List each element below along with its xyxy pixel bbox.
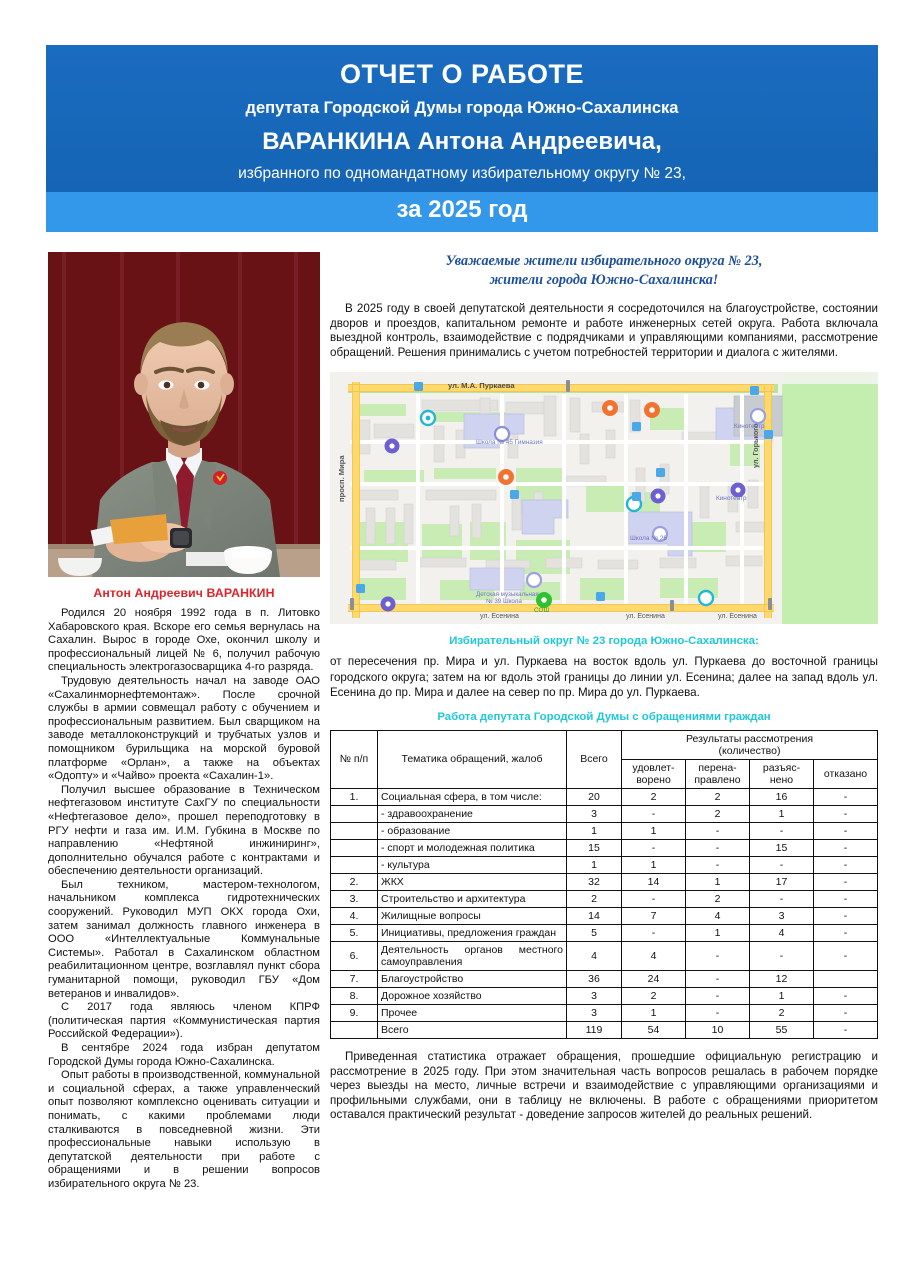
- cell-number: [331, 822, 378, 839]
- cell-redirected: 2: [686, 890, 750, 907]
- cell-number: 1.: [331, 788, 378, 805]
- biography-text: [48, 607, 320, 1192]
- cell-satisfied: 14: [622, 873, 686, 890]
- cell-number: 9.: [331, 1004, 378, 1021]
- th-explained-a: разъяс-: [762, 761, 801, 774]
- deputy-portrait-photo: [48, 252, 320, 577]
- banner-year: за 2025 год: [396, 196, 528, 224]
- greeting-block: [330, 252, 878, 290]
- cell-explained: 16: [750, 788, 814, 805]
- greeting-line-1: Уважаемые жители избирательного округа № 23,: [445, 253, 763, 269]
- th-satisfied: [622, 759, 686, 788]
- cell-explained: 15: [750, 839, 814, 856]
- bio-paragraph: Опыт работы в производственной, коммунальной и социальной сферах, а также управленческий опыт позволяют комплексно оценивать ситуации и понимать, с какими проблемами люди сталкиваются в повседневной жизни. Эти профессиональные навыки использую в депутатской деятельности при работе с обращениями и в решении вопросов избирательного округа № 23.: [48, 1069, 320, 1190]
- th-results-group: [622, 730, 878, 759]
- cell-redirected: -: [686, 839, 750, 856]
- cell-total: 3: [567, 1004, 622, 1021]
- cell-satisfied: 54: [622, 1021, 686, 1038]
- svg-text:№ 39 Школа: № 39 Школа: [486, 598, 522, 606]
- table-row: [331, 1004, 878, 1021]
- cell-total: 4: [567, 941, 622, 970]
- bio-paragraph: Получил высшее образование в Техническом нефтегазовом институте СахГУ по специальности «Нефтегазовое дело», прошел переподготовку в РГУ нефти и газа им. И.М. Губкина в Москве по направлению «Нефтяной инжиниринг», дополнительно обучался работе с контрактами и обеспечению деятельности организаций.: [48, 783, 320, 878]
- cell-number: 2.: [331, 873, 378, 890]
- cell-explained: 1: [750, 987, 814, 1004]
- cell-theme: - здравоохранение: [378, 805, 567, 822]
- cell-number: [331, 856, 378, 873]
- banner-title: ОТЧЕТ О РАБОТЕ: [339, 59, 584, 89]
- cell-refused: -: [814, 1021, 878, 1038]
- cell-total: 15: [567, 839, 622, 856]
- cell-total: 5: [567, 924, 622, 941]
- deputy-name-caption: Антон Андреевич ВАРАНКИН: [93, 586, 275, 600]
- cell-theme: Инициативы, предложения граждан: [378, 924, 567, 941]
- cell-refused: -: [814, 839, 878, 856]
- banner-subtitle-position: депутата Городской Думы города Южно-Сахалинска: [245, 99, 679, 118]
- cell-number: 3.: [331, 890, 378, 907]
- cell-theme: - образование: [378, 822, 567, 839]
- svg-text:Кинотеатр: Кинотеатр: [716, 495, 747, 503]
- cell-total: 1: [567, 856, 622, 873]
- table-row: [331, 822, 878, 839]
- greeting-line-2: жители города Южно-Сахалинска!: [489, 272, 719, 288]
- cell-redirected: -: [686, 987, 750, 1004]
- cell-total: 119: [567, 1021, 622, 1038]
- cell-refused: -: [814, 924, 878, 941]
- cell-total: 3: [567, 987, 622, 1004]
- cell-explained: -: [750, 822, 814, 839]
- cell-redirected: 2: [686, 805, 750, 822]
- cell-satisfied: 4: [622, 941, 686, 970]
- cell-total: 36: [567, 970, 622, 987]
- svg-text:Детская музыкальная: Детская музыкальная: [476, 591, 539, 599]
- cell-explained: -: [750, 856, 814, 873]
- svg-text:СОШ: СОШ: [534, 607, 550, 615]
- cell-theme: Прочее: [378, 1004, 567, 1021]
- bio-paragraph: Родился 20 ноября 1992 года в п. Литовко Хабаровского края. Вскоре его семья вернулась на Сахалин. Вырос в городе Охе, окончил школу и профессиональный лицей № 6, получил рабочую специальность электрогазосварщика 4-го разряда.: [48, 607, 320, 674]
- cell-explained: 2: [750, 1004, 814, 1021]
- th-redirected-a: перена-: [698, 761, 737, 774]
- cell-satisfied: 1: [622, 856, 686, 873]
- cell-total: 14: [567, 907, 622, 924]
- cell-total: 20: [567, 788, 622, 805]
- cell-number: [331, 805, 378, 822]
- cell-refused: -: [814, 907, 878, 924]
- bio-paragraph: В сентябре 2024 года избран депутатом Городской Думы города Южно-Сахалинска.: [48, 1042, 320, 1068]
- th-theme: Тематика обращений, жалоб: [378, 730, 567, 788]
- svg-text:ул. Горького: ул. Горького: [751, 423, 760, 469]
- cell-redirected: -: [686, 822, 750, 839]
- banner-district-line: избранного по одномандатному избирательному округу № 23,: [238, 164, 686, 182]
- th-redirected: [686, 759, 750, 788]
- svg-text:просп. Мира: просп. Мира: [337, 455, 346, 503]
- cell-number: 4.: [331, 907, 378, 924]
- cell-total: 2: [567, 890, 622, 907]
- cell-number: [331, 1021, 378, 1038]
- cell-satisfied: 24: [622, 970, 686, 987]
- cell-theme: Жилищные вопросы: [378, 907, 567, 924]
- table-row: [331, 970, 878, 987]
- district-description: от пересечения пр. Мира и ул. Пуркаева на восток вдоль ул. Пуркаева до восточной границы городского округа; затем на юг вдоль этой границы до линии ул. Есенина; далее на запад вдоль ул. Есенина до пр. Мира и далее на север по пр. Мира до ул. Пуркаева.: [330, 655, 878, 699]
- table-row: [331, 788, 878, 805]
- cell-explained: -: [750, 941, 814, 970]
- table-row: [331, 987, 878, 1004]
- cell-redirected: -: [686, 941, 750, 970]
- cell-explained: 1: [750, 805, 814, 822]
- cell-satisfied: 1: [622, 1004, 686, 1021]
- cell-satisfied: -: [622, 805, 686, 822]
- th-satisfied-b: ворено: [636, 773, 671, 786]
- cell-satisfied: -: [622, 890, 686, 907]
- cell-redirected: -: [686, 856, 750, 873]
- cell-number: [331, 839, 378, 856]
- table-row: [331, 839, 878, 856]
- appeals-table-body: [331, 788, 878, 1038]
- th-total: Всего: [567, 730, 622, 788]
- appeals-table: [330, 730, 878, 1039]
- cell-refused: -: [814, 987, 878, 1004]
- th-explained-b: нено: [769, 773, 794, 786]
- svg-text:ул. М.А. Пуркаева: ул. М.А. Пуркаева: [448, 381, 515, 391]
- cell-refused: -: [814, 941, 878, 970]
- cell-refused: -: [814, 805, 878, 822]
- cell-theme: Дорожное хозяйство: [378, 987, 567, 1004]
- cell-redirected: -: [686, 970, 750, 987]
- th-number: № п/п: [331, 730, 378, 788]
- cell-refused: -: [814, 873, 878, 890]
- district-heading: Избирательный округ № 23 города Южно-Сахалинска:: [449, 635, 759, 648]
- cell-total: 3: [567, 805, 622, 822]
- svg-text:ул. Есенина: ул. Есенина: [480, 613, 519, 621]
- cell-refused: -: [814, 890, 878, 907]
- th-refused: отказано: [814, 759, 878, 788]
- cell-number: 7.: [331, 970, 378, 987]
- bio-paragraph: Трудовую деятельность начал на заводе ОАО «Сахалинморнефтемонтаж». После срочной службы в армии совмещал работу с обучением и профессиональным развитием. Был сварщиком на заводе металлоконструкций и трубчатых узлов и помощником бурильщика на морской буровой платформе «Орлан», а также на объектах «Одопту» и «Чайво» проекта «Сахалин-1».: [48, 674, 320, 783]
- cell-satisfied: 2: [622, 987, 686, 1004]
- cell-theme: Социальная сфера, в том числе:: [378, 788, 567, 805]
- cell-refused: [814, 970, 878, 987]
- cell-refused: -: [814, 1004, 878, 1021]
- svg-text:Школа № 26: Школа № 26: [630, 535, 667, 543]
- cell-explained: 55: [750, 1021, 814, 1038]
- cell-theme: - культура: [378, 856, 567, 873]
- th-results-title: Результаты рассмотрения: [685, 732, 814, 745]
- table-row: [331, 890, 878, 907]
- svg-text:Школа № 45 Гимназия: Школа № 45 Гимназия: [476, 439, 543, 447]
- th-redirected-b: правлено: [694, 773, 741, 786]
- table-row: [331, 856, 878, 873]
- table-row: [331, 907, 878, 924]
- cell-number: 5.: [331, 924, 378, 941]
- table-row: [331, 941, 878, 970]
- left-column: [48, 252, 320, 1192]
- th-explained: [750, 759, 814, 788]
- cell-redirected: 4: [686, 907, 750, 924]
- cell-total: 32: [567, 873, 622, 890]
- closing-paragraph: Приведенная статистика отражает обращения, прошедшие официальную регистрацию и рассмотрение в 2025 году. При этом значительная часть вопросов решалась в рабочем порядке через выезды на место, личные встречи и взаимодействие с управляющими организациями и профильными службами, они в таблицу не включены. В работе с обращениями приоритетом оставался практический результат - доведение запросов жителей до реальных решений.: [330, 1049, 878, 1122]
- table-header-row-1: [331, 730, 878, 759]
- banner-year-strip: [46, 192, 878, 231]
- cell-theme: - спорт и молодежная политика: [378, 839, 567, 856]
- cell-explained: 3: [750, 907, 814, 924]
- cell-refused: -: [814, 822, 878, 839]
- svg-text:ул. Есенина: ул. Есенина: [626, 613, 665, 621]
- cell-explained: 17: [750, 873, 814, 890]
- th-results-sub: (количество): [718, 744, 781, 757]
- district-map[interactable]: [330, 372, 878, 624]
- cell-redirected: 10: [686, 1021, 750, 1038]
- cell-redirected: 1: [686, 924, 750, 941]
- cell-explained: 12: [750, 970, 814, 987]
- cell-satisfied: -: [622, 839, 686, 856]
- right-column: [330, 252, 878, 1123]
- cell-theme: ЖКХ: [378, 873, 567, 890]
- report-banner: [46, 45, 878, 232]
- intro-paragraph: В 2025 году в своей депутатской деятельности я сосредоточился на благоустройстве, состоянии дворов и проездов, капитальном ремонте и работе инженерных сетей округа. Работа включала выездной контроль, взаимодействие с подрядчиками и управляющими компаниями, рассмотрение обращений. Решения принимались с учетом потребностей территории и диалога с жителями.: [330, 302, 878, 359]
- cell-refused: -: [814, 788, 878, 805]
- svg-text:Кинотеатр: Кинотеатр: [734, 423, 765, 431]
- cell-theme: Деятельность органов местного самоуправления: [378, 941, 567, 970]
- cell-theme-total: Всего: [378, 1021, 567, 1038]
- cell-number: 8.: [331, 987, 378, 1004]
- cell-theme: Благоустройство: [378, 970, 567, 987]
- cell-refused: -: [814, 856, 878, 873]
- cell-redirected: 1: [686, 873, 750, 890]
- cell-redirected: 2: [686, 788, 750, 805]
- table-heading: Работа депутата Городской Думы с обращениями граждан: [437, 710, 771, 723]
- cell-redirected: -: [686, 1004, 750, 1021]
- bio-paragraph: Был техником, мастером-технологом, начальником комплекса гидротехнических сооружений. Руководил МУП ОКХ города Охи, затем занимал должность главного инженера в ООО «Интеллектуальные Коммунальные Системы». Работал в Сахалинском областном реабилитационном центре, возглавлял пункт сбора гуманитарной помощи, руководил ГБУ «Дом ветеранов и инвалидов».: [48, 878, 320, 1000]
- cell-theme: Строительство и архитектура: [378, 890, 567, 907]
- cell-satisfied: 2: [622, 788, 686, 805]
- table-total-row: [331, 1021, 878, 1038]
- cell-number: 6.: [331, 941, 378, 970]
- svg-text:ул. Есенина: ул. Есенина: [718, 613, 757, 621]
- cell-explained: 4: [750, 924, 814, 941]
- th-satisfied-a: удовлет-: [632, 761, 675, 774]
- cell-total: 1: [567, 822, 622, 839]
- cell-satisfied: -: [622, 924, 686, 941]
- table-row: [331, 805, 878, 822]
- table-row: [331, 873, 878, 890]
- cell-satisfied: 1: [622, 822, 686, 839]
- table-row: [331, 924, 878, 941]
- cell-satisfied: 7: [622, 907, 686, 924]
- banner-deputy-name: ВАРАНКИНА Антона Андреевича,: [262, 127, 662, 155]
- bio-paragraph: С 2017 года являюсь членом КПРФ (политическая партия «Коммунистическая партия Российской Федерации»).: [48, 1001, 320, 1041]
- cell-explained: -: [750, 890, 814, 907]
